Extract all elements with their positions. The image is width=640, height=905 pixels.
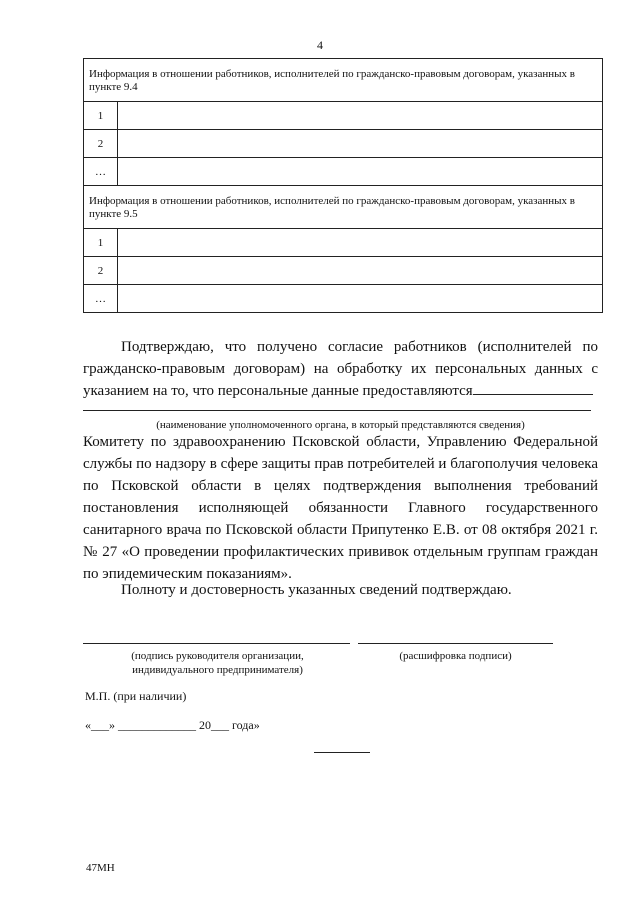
- row-value-cell: [118, 158, 603, 186]
- page-number: 4: [317, 38, 323, 52]
- end-divider: [314, 752, 370, 753]
- organ-blank: [473, 380, 593, 395]
- row-number: …: [84, 158, 118, 186]
- table-row: [84, 130, 603, 158]
- info-table: [83, 58, 603, 313]
- decode-line: [358, 643, 553, 644]
- row-value-cell: [118, 229, 603, 257]
- row-number: 1: [84, 229, 118, 257]
- decode-caption: (расшифровка подписи): [399, 650, 512, 662]
- row-value-cell: [118, 285, 603, 313]
- row-number: 1: [84, 102, 118, 130]
- signature-line: [83, 643, 350, 644]
- date-line: «___» _____________ 20___ года»: [85, 718, 260, 732]
- body-paragraph: Комитету по здравоохранению Псковской области, Управлению Федеральной службы по надзору в сфере защиты прав потребителей и благополучия человека по Псковской области в целях подтверждения выполнения требований постановления исполняющей обязанности Главного государственного санитарного врача по Псковской области Припутенко Е.В. от 08 октября 2021 г. № 27 «О проведении профилактических прививок отдельным группам граждан по эпидемическим показаниям».: [83, 434, 598, 582]
- row-number: 2: [84, 257, 118, 285]
- row-number: …: [84, 285, 118, 313]
- stamp-label: М.П. (при наличии): [85, 689, 187, 703]
- table-row: [84, 229, 603, 257]
- footer-code: 47МН: [86, 862, 115, 874]
- organ-caption: (наименование уполномоченного органа, в который представляются сведения): [156, 419, 525, 431]
- table-row: [84, 158, 603, 186]
- table-row: [84, 102, 603, 130]
- signature-caption: (подпись руководителя организации, индивидуального предпринимателя): [131, 650, 304, 676]
- table-row: [84, 285, 603, 313]
- row-value-cell: [118, 130, 603, 158]
- row-number: 2: [84, 130, 118, 158]
- consent-text: Подтверждаю, что получено согласие работников (исполнителей по гражданско-правовым договорам) на обработку их персональных данных с указанием на то, что персональные данные предоставляются: [83, 339, 598, 399]
- completeness-statement: Полноту и достоверность указанных сведений подтверждаю.: [121, 582, 512, 598]
- section-header-cell: Информация в отношении работников, исполнителей по гражданско-правовым договорам, указанных в пункте 9.5: [84, 186, 603, 229]
- table-row: [84, 257, 603, 285]
- consent-paragraph: [83, 336, 598, 402]
- row-value-cell: [118, 257, 603, 285]
- organ-name-line: [83, 410, 591, 411]
- section-header-cell: Информация в отношении работников, исполнителей по гражданско-правовым договорам, указанных в пункте 9.4: [84, 59, 603, 102]
- table-section-header: [84, 59, 603, 102]
- row-value-cell: [118, 102, 603, 130]
- table-section-header: [84, 186, 603, 229]
